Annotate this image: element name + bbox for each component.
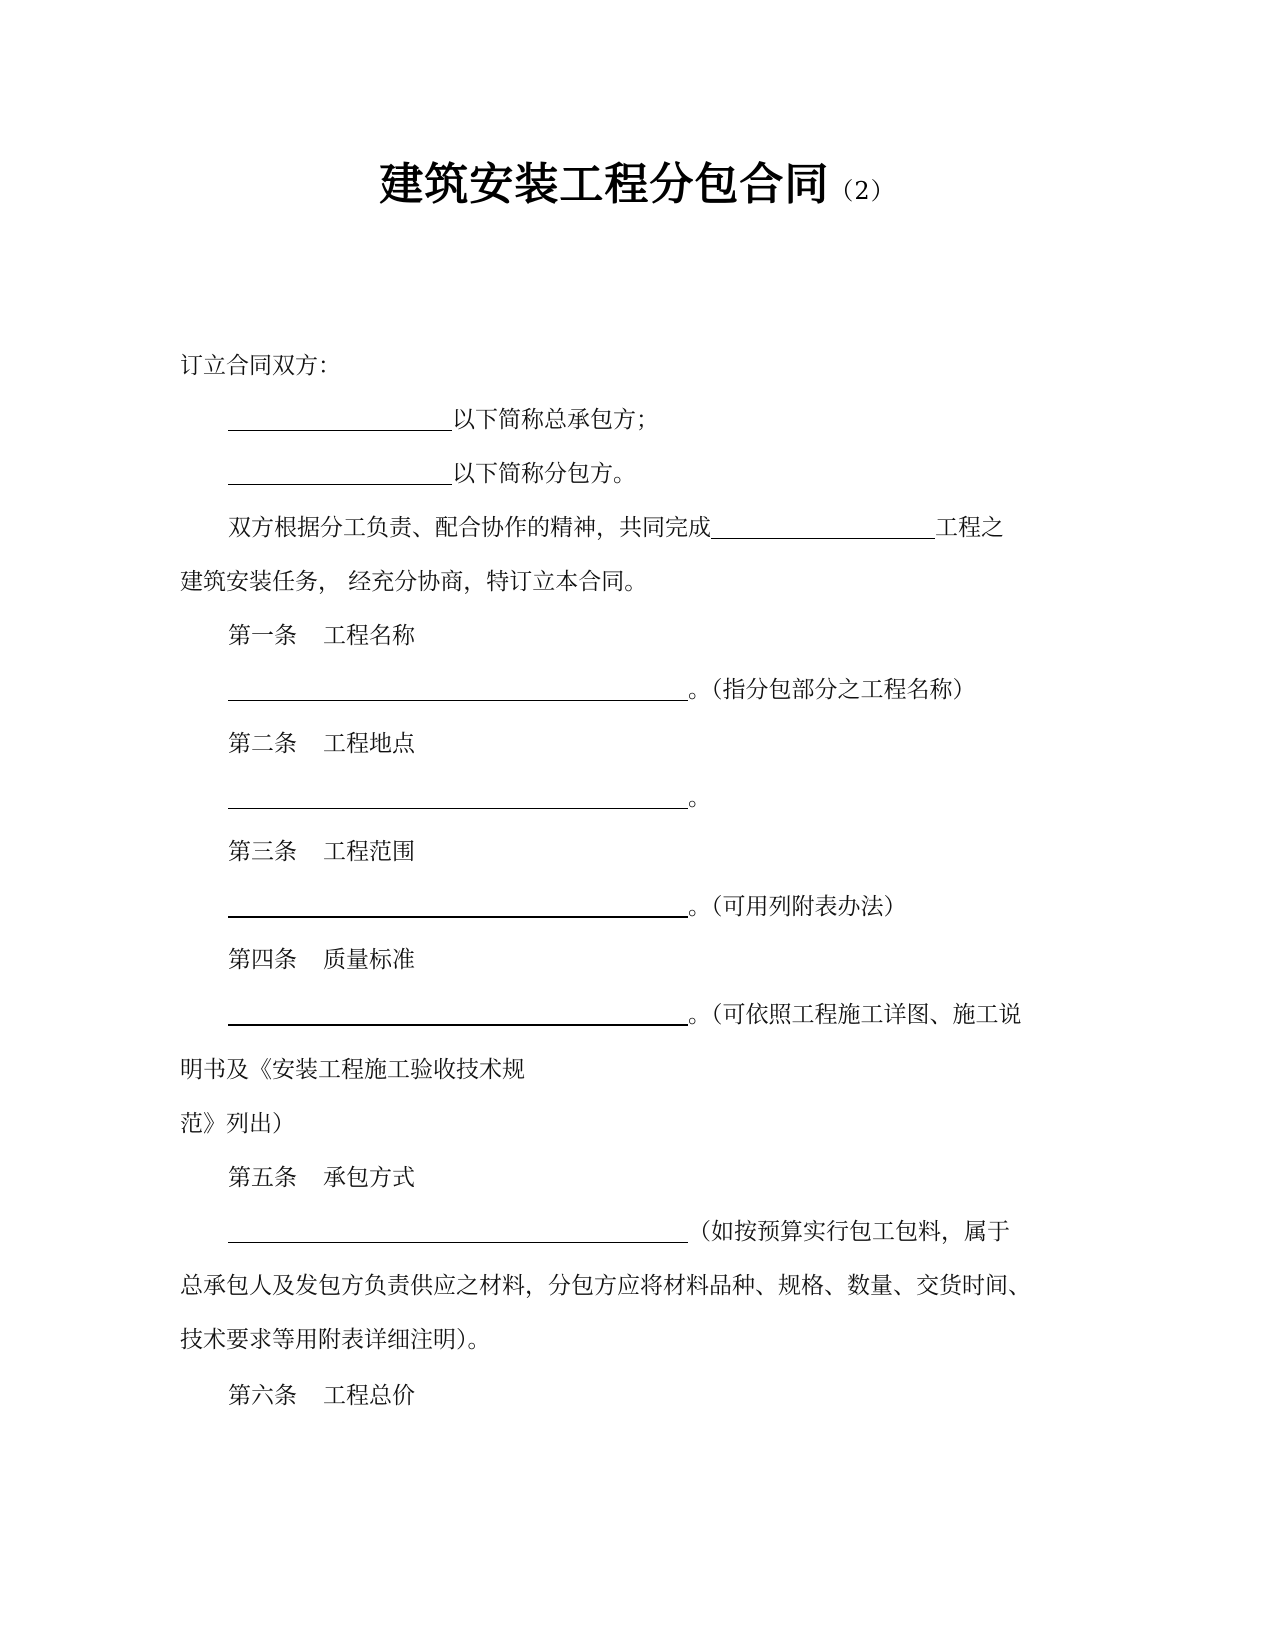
article-3-blank-line xyxy=(228,890,907,923)
article-6-number: 第六条 xyxy=(228,1383,297,1409)
article-5-cont-1: 总承包人及发包方负责供应之材料，分包方应将材料品种、规格、数量、交货时间、 xyxy=(180,1273,1031,1299)
article-1-heading xyxy=(228,620,415,652)
blank-article-5 xyxy=(228,1216,688,1243)
article-5-heading xyxy=(228,1162,415,1194)
preamble-line2: 建筑安装任务， 经充分协商，特订立本合同。 xyxy=(180,569,648,595)
article-4-heading xyxy=(228,944,415,976)
blank-article-2 xyxy=(228,782,688,809)
article-5-note: （如按预算实行包工包料，属于 xyxy=(688,1219,1010,1245)
blank-subcontractor xyxy=(228,458,452,485)
blank-article-4 xyxy=(228,998,688,1026)
intro-heading: 订立合同双方： xyxy=(180,353,341,379)
article-1-title: 工程名称 xyxy=(323,623,415,649)
article-2-title: 工程地点 xyxy=(323,731,415,757)
party-general-label: 以下简称总承包方； xyxy=(452,407,659,433)
article-4-cont-1: 明书及《安装工程施工验收技术规 xyxy=(180,1057,525,1083)
title-suffix: （2） xyxy=(829,177,896,205)
preamble-start: 双方根据分工负责、配合协作的精神，共同完成 xyxy=(228,515,711,541)
blank-article-3 xyxy=(228,890,688,918)
preamble-end: 工程之 xyxy=(935,515,1004,541)
article-1-blank-line xyxy=(228,674,976,706)
blank-article-1 xyxy=(228,674,688,701)
article-3-note: 。（可用列附表办法） xyxy=(688,894,907,920)
article-6-heading xyxy=(228,1380,415,1412)
article-2-number: 第二条 xyxy=(228,731,297,757)
party-sub-line xyxy=(228,458,636,490)
preamble-line1 xyxy=(228,512,1004,544)
party-general-line xyxy=(228,404,659,436)
article-5-title: 承包方式 xyxy=(323,1165,415,1191)
article-4-note: 。（可依照工程施工详图、施工说 xyxy=(688,1002,1022,1028)
article-3-number: 第三条 xyxy=(228,839,297,865)
article-4-number: 第四条 xyxy=(228,947,297,973)
blank-project-name xyxy=(711,512,935,539)
article-4-blank-line xyxy=(228,998,1022,1031)
article-5-number: 第五条 xyxy=(228,1165,297,1191)
article-2-heading xyxy=(228,728,415,760)
article-4-cont-2: 范》列出） xyxy=(180,1111,295,1137)
article-4-title: 质量标准 xyxy=(323,947,415,973)
party-sub-label: 以下简称分包方。 xyxy=(452,461,636,487)
article-1-number: 第一条 xyxy=(228,623,297,649)
document-title xyxy=(0,148,1275,212)
blank-general-contractor xyxy=(228,404,452,431)
article-1-note: 。（指分包部分之工程名称） xyxy=(688,677,976,703)
article-2-blank-line xyxy=(228,782,711,814)
article-5-blank-line xyxy=(228,1216,1010,1248)
article-6-title: 工程总价 xyxy=(323,1383,415,1409)
article-5-cont-2: 技术要求等用附表详细注明）。 xyxy=(180,1327,491,1353)
article-3-title: 工程范围 xyxy=(323,839,415,865)
article-2-note: 。 xyxy=(688,785,711,811)
title-main: 建筑安装工程分包合同 xyxy=(379,159,830,210)
article-3-heading xyxy=(228,836,415,868)
